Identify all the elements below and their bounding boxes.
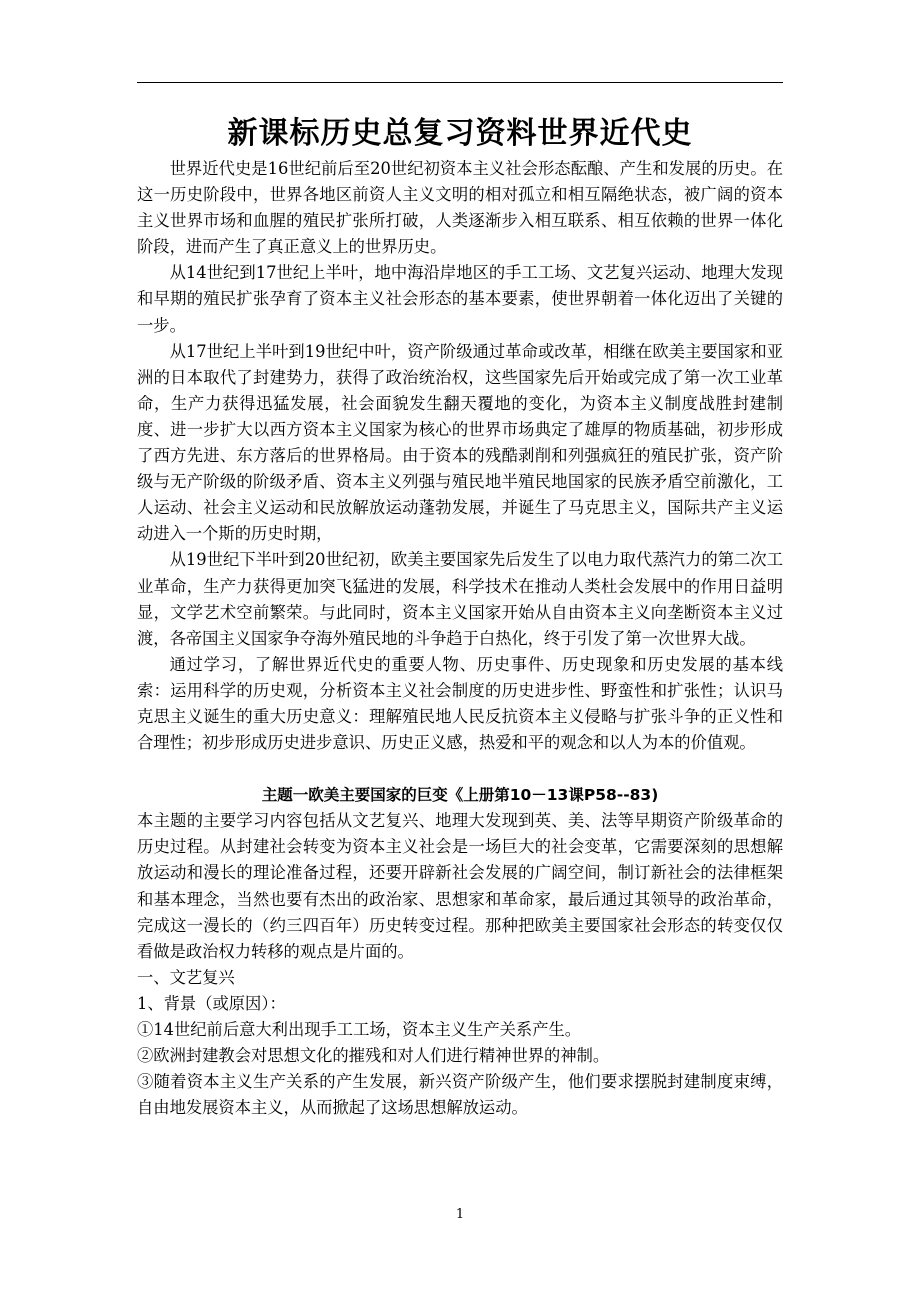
intro-paragraph-4: 从19世纪下半叶到20世纪初，欧美主要国家先后发生了以电力取代蒸汽力的第二次工业革命，生产力获得更加突飞猛进的发展，科学技术在推动人类杜会发展中的作用日益明显，文学艺术空前繁荣。与此同时，资本主义国家开始从自由资本主义向垄断资本主义过渡，各帝国主义国家争夺海外殖民地的斗争趋于白热化，终于引发了第一次世界大战。 [137,550,783,648]
document-body [137,112,783,1121]
list-item: ①14世纪前后意大利出现手工工场，资本主义生产关系产生。 [137,1020,582,1039]
list-item: ③随着资本主义生产关系的产生发展，新兴资产阶级产生，他们要求摆脱封建制度束缚，自由地发展资本主义，从而掀起了这场思想解放运动。 [137,1072,783,1118]
page-number: 1 [455,1207,465,1222]
section-heading: 一、文艺复兴 [137,967,235,987]
intro-paragraph-5: 通过学习，了解世界近代史的重要人物、历史事件、历史现象和历史发展的基本线索：运用科学的历史观，分析资本主义社会制度的历史进步性、野蛮性和扩张性；认识马克思主义诞生的重大历史意义：理解殖民地人民反抗资本主义侵略与扩张斗争的正义性和合理性；初步形成历史进步意识、历史正义感，热爱和平的观念和以人为本的价值观。 [137,654,783,753]
intro-paragraph-1: 世界近代史是16世纪前后至20世纪初资本主义社会形态酝酿、产生和发展的历史。在这一历史阶段中，世界各地区前资人主义文明的相对孤立和相互隔绝状态，被广阔的资本主义世界市场和血腥的殖民扩张所打破，人类逐渐步入相互联系、相互依赖的世界一体化阶段，进而产生了真正意义上的世界历史。 [137,159,783,257]
header-rule [137,82,783,83]
theme-description: 本主题的主要学习内容包括从文艺复兴、地理大发现到英、美、法等早期资产阶级革命的历史过程。从封建社会转变为资本主义社会是一场巨大的社会变革，它需要深刻的思想解放运动和漫长的理论准备过程，还要开辟新社会发展的广阔空间，制订新社会的法律框架和基本理念，当然也要有杰出的政治家、思想家和革命家，最后通过其领导的政治革命，完成这一漫长的（约三四百年）历史转变过程。那种把欧美主要国家社会形态的转变仅仅看做是政治权力转移的观点是片面的。 [137,811,783,961]
sub-heading: 1、背景（或原因）： [137,993,286,1013]
blank-line [137,756,783,782]
intro-paragraph-2: 从14世纪到17世纪上半叶，地中海沿岸地区的手工工场、文艺复兴运动、地理大发现和早期的殖民扩张孕育了资本主义社会形态的基本要素，使世界朝着一体化迈出了关键的一步。 [137,263,783,335]
document-title: 新课标历史总复习资料世界近代史 [227,116,693,151]
intro-paragraph-3: 从17世纪上半叶到19世纪中叶，资产阶级通过革命或改革，相继在欧美主要国家和亚洲的日本取代了封建势力，获得了政治统治权，这些国家先后开始或完成了第一次工业革命，生产力获得迅猛发展，社会面貌发生翻天覆地的变化，为资本主义制度战胜封建制度、进一步扩大以西方资本主义国家为核心的世界市场典定了雄厚的物质基础，初步形成了西方先进、东方落后的世界格局。由于资本的残酷剥削和列强疯狂的殖民扩张，资产阶级与无产阶级的阶级矛盾、资本主义列强与殖民地半殖民地国家的民族矛盾空前激化，工人运动、社会主义运动和民放解放运动蓬勃发展，并诞生了马克思主义，国际共产主义运动进入一个斯的历史时期， [137,341,783,544]
theme-heading: 主题一欧美主要国家的巨变《上册第10－13课P58--83) [261,786,659,805]
list-item: ②欧洲封建教会对思想文化的摧残和对人们进行精神世界的神制。 [137,1046,610,1066]
